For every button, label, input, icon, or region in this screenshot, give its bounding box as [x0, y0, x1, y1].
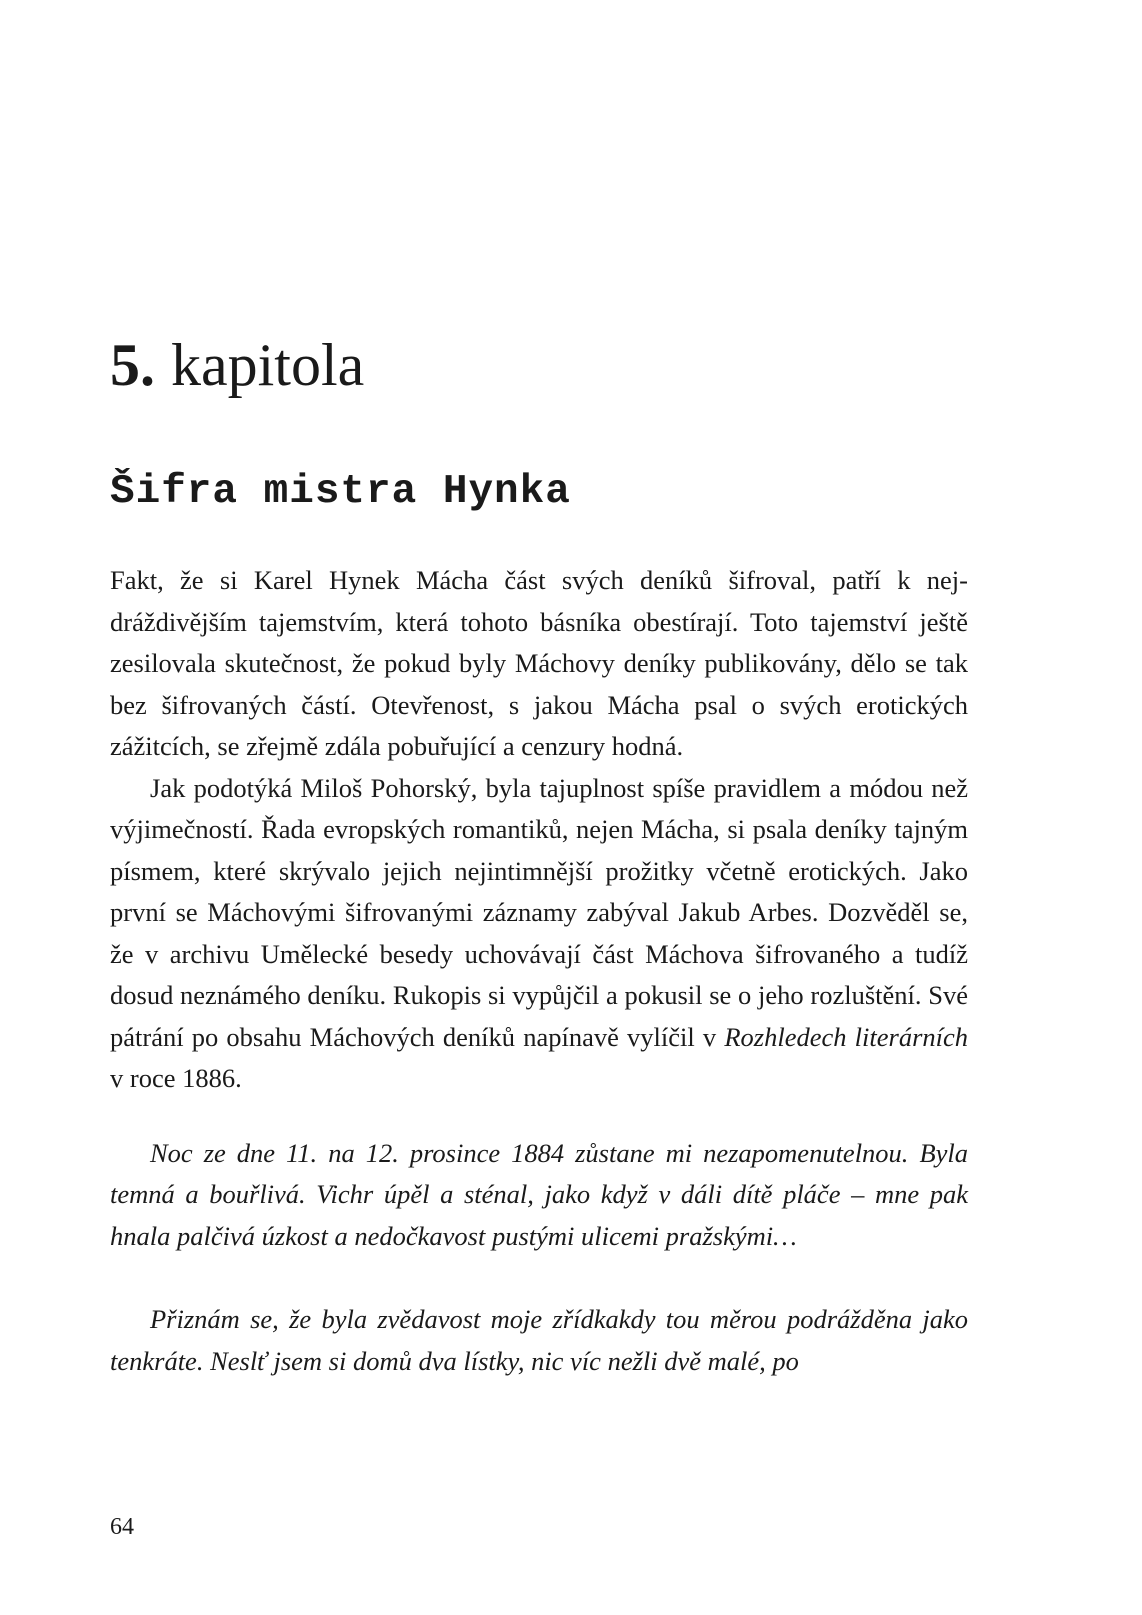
paragraph-2 — [110, 768, 968, 1100]
chapter-number: 5. — [110, 332, 155, 398]
page-number: 64 — [110, 1514, 134, 1540]
paragraph-2-text-end: v roce 1886. — [110, 1063, 242, 1093]
paragraph-2-italic-title: Rozhledech literárních — [724, 1021, 969, 1052]
quote-2: Přiznám se, že byla zvědavost moje zřídkakdy tou měrou podrážděna jako tenkráte. Neslť jsem si domů dva lístky, nic víc nežli dvě malé, po — [110, 1304, 968, 1376]
chapter-word: kapitola — [171, 332, 365, 398]
chapter-heading — [110, 330, 364, 400]
paragraph-2-text-start: Jak podotýká Miloš Pohorský, byla tajuplnost spíše pravidlem a módou než výjimečností. Řada evropských romantiků, nejen Mácha, si psala deníky tajným písmem, které skrývalo jejich nejintimnější prožitky včetně erotických. Jako první se Máchovými šifrovanými záznamy zabýval Jakub Arbes. Dozvěděl se, že v archivu Umělecké besedy uchovávají část Máchova šifrovaného a tudíž dosud neznámého deníku. Rukopis si vypůjčil a pokusil se o jeho rozluštění. Své pátrání po obsahu Máchových deníků napínavě vylíčil v — [110, 772, 968, 1052]
body-text — [110, 560, 968, 1382]
paragraph-1: Fakt, že si Karel Hynek Mácha část svých deníků šifroval, patří k nejdráždivějším tajemstvím, která tohoto básníka obestírají. Toto tajemství ještě zesilovala skutečnost, že pokud byly Máchovy deníky publikovány, dělo se tak bez šifrovaných částí. Otevřenost, s jakou Mácha psal o svých erotických zážitcích, se zřejmě zdála pobuřující a cenzury hodná. — [110, 565, 968, 761]
chapter-title: Šifra mistra Hynka — [110, 469, 571, 515]
quote-1: Noc ze dne 11. na 12. prosince 1884 zůstane mi nezapomenutelnou. Byla temná a bouřlivá. Vichr úpěl a sténal, jako když v dáli dítě pláče – mne pak hnala palčivá úzkost a nedočkavost pustými ulicemi pražskými… — [110, 1137, 968, 1251]
